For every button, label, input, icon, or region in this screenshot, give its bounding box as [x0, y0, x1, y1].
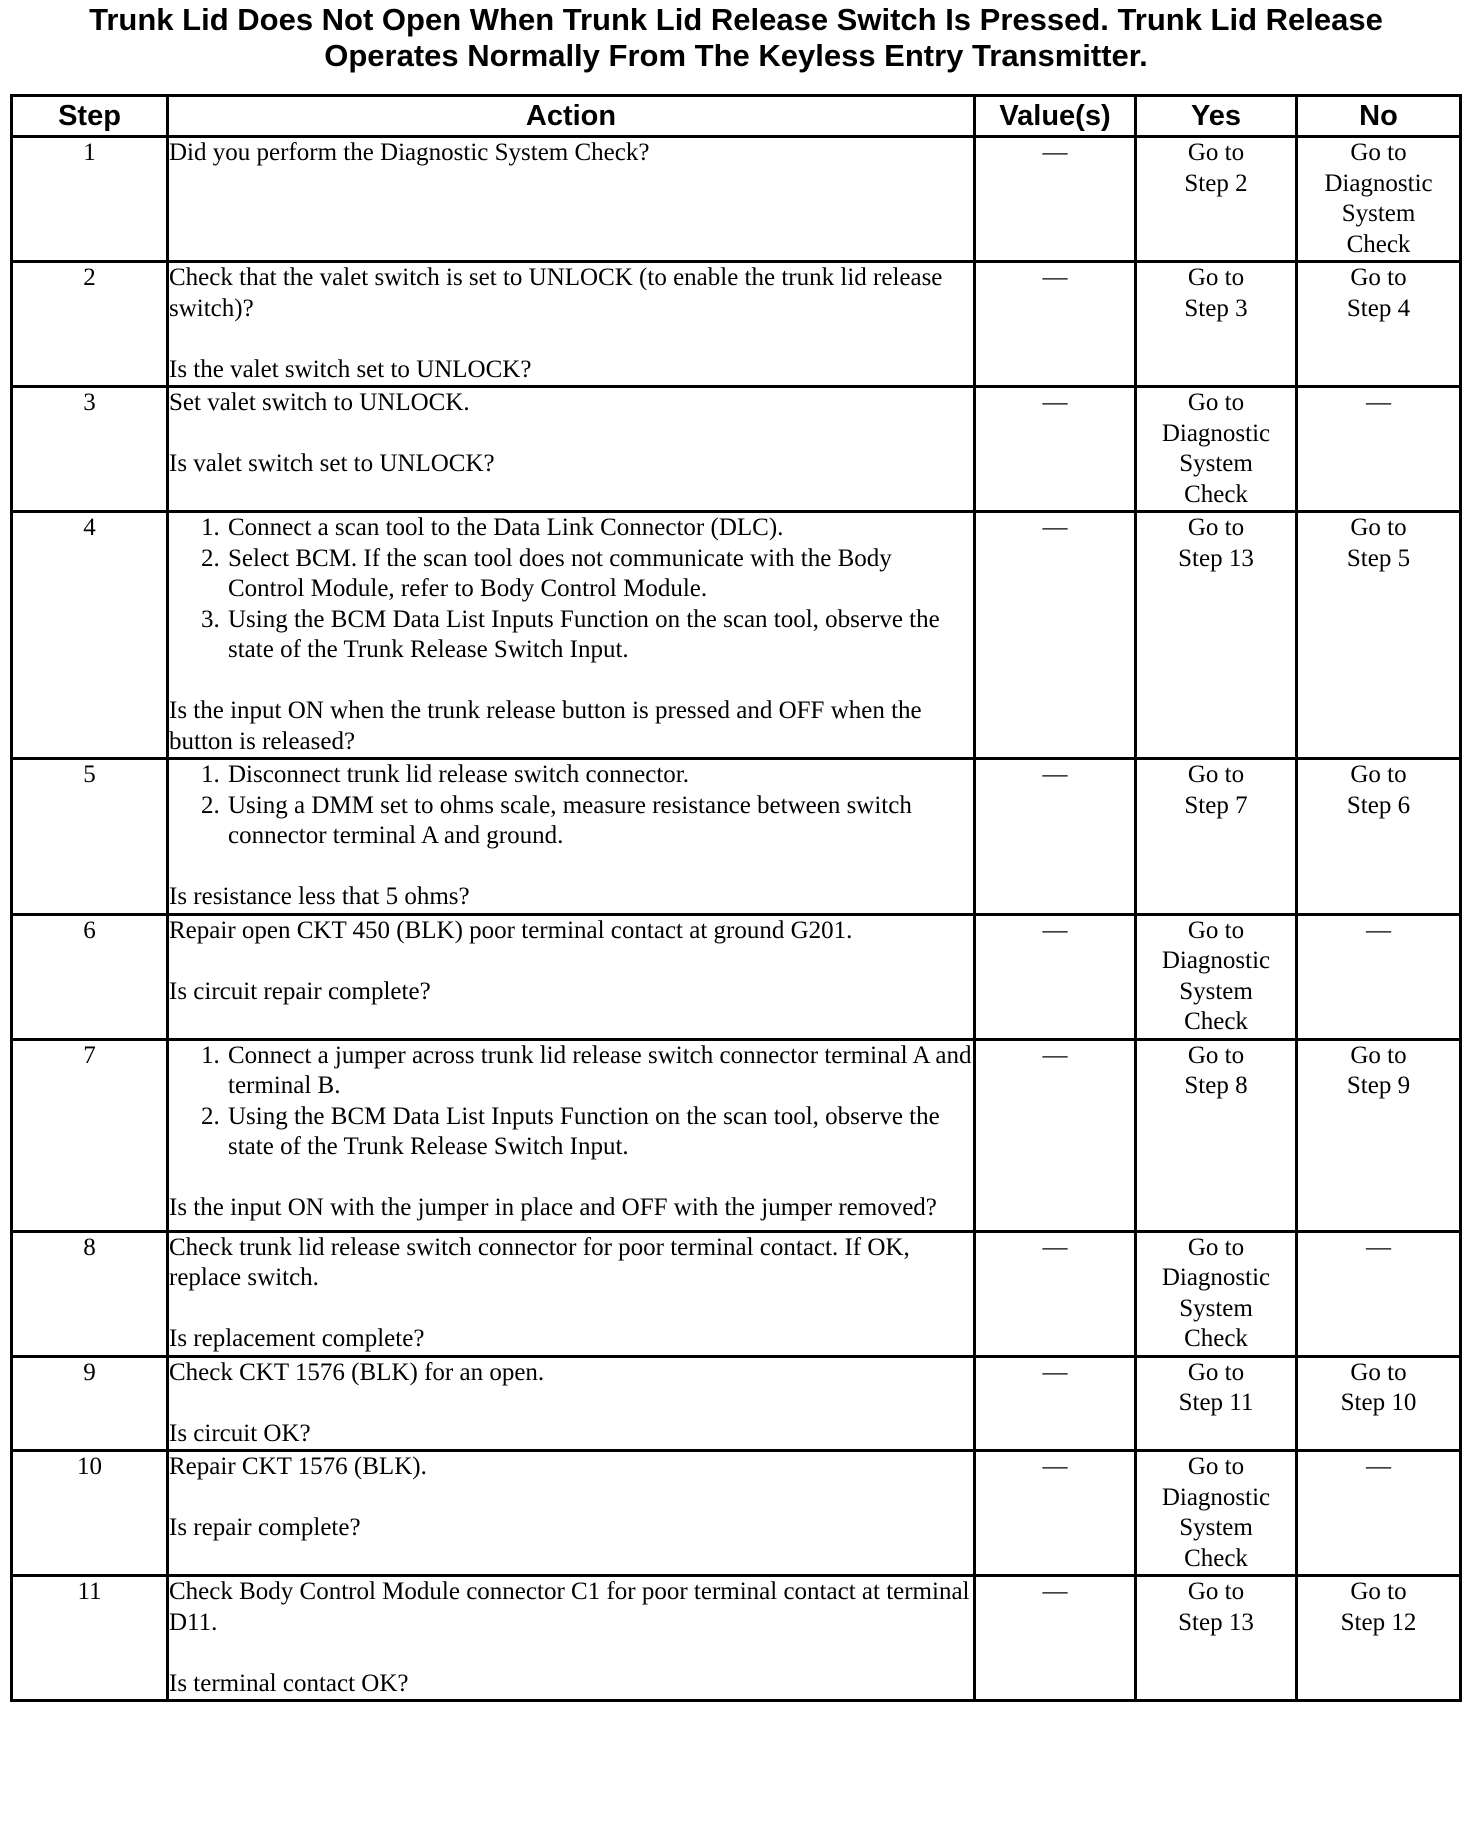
action-question: Is replacement complete? — [169, 1325, 425, 1352]
action-text: Check trunk lid release switch connector for poor terminal contact. If OK, replace switch. — [169, 1233, 910, 1291]
yes-result-line: Diagnostic — [1161, 1264, 1271, 1291]
no-result-cell — [1297, 1451, 1461, 1576]
action-question: Is terminal contact OK? — [169, 1669, 409, 1697]
yes-result-cell — [1136, 914, 1297, 1039]
yes-result-line: Go to — [1187, 1041, 1245, 1069]
no-result-cell — [1297, 1231, 1461, 1356]
action-cell — [168, 759, 975, 915]
step-number: 10 — [12, 1451, 168, 1576]
value-cell: — — [975, 1356, 1136, 1451]
action-cell — [168, 262, 975, 387]
action-substep-list — [169, 513, 973, 666]
action-cell — [168, 512, 975, 759]
step-number: 4 — [12, 512, 168, 759]
action-cell — [168, 137, 975, 262]
action-cell — [168, 387, 975, 512]
no-result-cell — [1297, 262, 1461, 387]
yes-result-line: Diagnostic — [1161, 1483, 1271, 1511]
yes-result-line: Go to — [1187, 264, 1245, 291]
action-text: Check Body Control Module connector C1 for poor terminal contact at terminal D11. — [169, 1578, 970, 1636]
step-number: 2 — [12, 262, 168, 387]
no-result-line: Go to — [1350, 761, 1407, 788]
step-number: 6 — [12, 914, 168, 1039]
yes-result-line: Go to — [1187, 761, 1245, 788]
no-result-line: System — [1341, 200, 1416, 227]
action-substep: 2. Using the BCM Data List Inputs Function on the scan tool, observe the state of the Trunk Release Switch Input. — [226, 1102, 973, 1163]
value-cell: — — [975, 1231, 1136, 1356]
no-result-cell — [1297, 914, 1461, 1039]
yes-result-line: Go to — [1187, 916, 1245, 944]
action-text: Repair CKT 1576 (BLK). — [169, 1453, 427, 1480]
action-cell — [168, 1576, 975, 1701]
no-result-cell — [1297, 1356, 1461, 1451]
yes-result-line: System — [1179, 450, 1253, 477]
yes-result-cell — [1136, 759, 1297, 915]
action-question: Is the valet switch set to UNLOCK? — [169, 355, 532, 383]
header-step: Step — [12, 96, 168, 137]
yes-result-line: Check — [1184, 1325, 1248, 1352]
action-substep: 3. Using the BCM Data List Inputs Function on the scan tool, observe the state of the Trunk Release Switch Input. — [226, 605, 973, 666]
no-result-line: Step 5 — [1346, 544, 1411, 572]
title-line-1: Trunk Lid Does Not Open When Trunk Lid Release Switch Is Pressed. Trunk Lid Release — [89, 2, 1383, 37]
action-cell — [168, 914, 975, 1039]
yes-result-line: Go to — [1187, 1578, 1245, 1605]
no-result-line: — — [1366, 389, 1391, 416]
yes-result-line: Diagnostic — [1161, 947, 1271, 974]
no-result-cell — [1297, 387, 1461, 512]
step-number: 1 — [12, 137, 168, 262]
no-result-line: Go to — [1350, 264, 1407, 291]
yes-result-line: System — [1179, 1294, 1253, 1322]
yes-result-cell — [1136, 1231, 1297, 1356]
no-result-cell — [1297, 512, 1461, 759]
action-question: Is the input ON with the jumper in place and OFF with the jumper removed? — [169, 1194, 937, 1221]
yes-result-line: Check — [1184, 1008, 1248, 1035]
action-text: Check that the valet switch is set to UNLOCK (to enable the trunk lid release switch)? — [169, 264, 943, 322]
action-question: Is circuit OK? — [169, 1419, 311, 1447]
action-cell — [168, 1451, 975, 1576]
no-result-line: Go to — [1350, 1041, 1407, 1069]
yes-result-line: Go to — [1187, 514, 1245, 541]
table-row — [12, 1576, 1461, 1701]
action-substep: 1. Connect a scan tool to the Data Link Connector (DLC). — [226, 513, 973, 544]
value-cell: — — [975, 1039, 1136, 1231]
table-row — [12, 1231, 1461, 1356]
yes-result-line: Step 2 — [1184, 169, 1248, 197]
yes-result-cell — [1136, 1039, 1297, 1231]
yes-result-line: Step 7 — [1184, 791, 1248, 819]
no-result-line: Step 4 — [1346, 294, 1411, 322]
action-substep: 2. Select BCM. If the scan tool does not communicate with the Body Control Module, refer to Body Control Module. — [226, 544, 973, 605]
no-result-line: Step 9 — [1346, 1072, 1411, 1099]
no-result-cell — [1297, 1039, 1461, 1231]
action-text: Repair open CKT 450 (BLK) poor terminal contact at ground G201. — [169, 916, 853, 944]
no-result-line: Diagnostic — [1324, 169, 1433, 197]
yes-result-line: Go to — [1187, 389, 1245, 416]
yes-result-line: System — [1179, 977, 1253, 1005]
no-result-line: Go to — [1350, 1578, 1407, 1605]
header-action: Action — [168, 96, 975, 137]
table-row — [12, 914, 1461, 1039]
yes-result-line: Step 3 — [1184, 294, 1248, 322]
table-row — [12, 1039, 1461, 1231]
table-row — [12, 137, 1461, 262]
yes-result-line: Step 13 — [1178, 544, 1254, 572]
diagnostic-table — [10, 94, 1462, 1702]
no-result-line: Go to — [1350, 514, 1407, 541]
document-title — [0, 0, 1472, 74]
table-row — [12, 387, 1461, 512]
no-result-cell — [1297, 1576, 1461, 1701]
yes-result-cell — [1136, 512, 1297, 759]
no-result-line: — — [1366, 1233, 1391, 1261]
table-row — [12, 512, 1461, 759]
yes-result-cell — [1136, 1451, 1297, 1576]
step-number: 11 — [12, 1576, 168, 1701]
value-cell: — — [975, 137, 1136, 262]
action-text: Did you perform the Diagnostic System Check? — [169, 139, 650, 166]
no-result-line: — — [1366, 916, 1391, 944]
no-result-line: Go to — [1350, 1358, 1407, 1386]
action-question: Is circuit repair complete? — [169, 977, 431, 1005]
value-cell: — — [975, 1576, 1136, 1701]
yes-result-line: Check — [1184, 1544, 1248, 1572]
table-header-row — [12, 96, 1461, 137]
no-result-cell — [1297, 759, 1461, 915]
no-result-line: Step 12 — [1340, 1608, 1417, 1636]
step-number: 5 — [12, 759, 168, 915]
yes-result-line: Step 8 — [1184, 1072, 1248, 1099]
value-cell: — — [975, 262, 1136, 387]
no-result-line: Step 10 — [1340, 1389, 1417, 1416]
header-no: No — [1297, 96, 1461, 137]
yes-result-line: Go to — [1187, 1358, 1245, 1386]
action-question: Is repair complete? — [169, 1514, 361, 1541]
yes-result-line: Diagnostic — [1161, 419, 1271, 447]
yes-result-line: Go to — [1187, 1233, 1245, 1261]
value-cell: — — [975, 387, 1136, 512]
step-number: 7 — [12, 1039, 168, 1231]
action-substep: 1. Connect a jumper across trunk lid release switch connector terminal A and terminal B. — [226, 1041, 973, 1102]
value-cell: — — [975, 914, 1136, 1039]
yes-result-line: Go to — [1187, 139, 1245, 166]
header-values: Value(s) — [975, 96, 1136, 137]
yes-result-line: Go to — [1187, 1453, 1245, 1480]
action-substep: 2. Using a DMM set to ohms scale, measure resistance between switch connector terminal A and ground. — [226, 791, 973, 852]
table-row — [12, 1356, 1461, 1451]
yes-result-line: Step 11 — [1178, 1389, 1254, 1416]
no-result-line: Check — [1346, 230, 1411, 258]
value-cell: — — [975, 759, 1136, 915]
action-question: Is valet switch set to UNLOCK? — [169, 450, 495, 477]
yes-result-cell — [1136, 1356, 1297, 1451]
title-line-2: Operates Normally From The Keyless Entry Transmitter. — [324, 38, 1148, 73]
action-cell — [168, 1039, 975, 1231]
no-result-line: Step 6 — [1346, 791, 1411, 819]
step-number: 3 — [12, 387, 168, 512]
yes-result-line: System — [1179, 1514, 1253, 1541]
no-result-cell — [1297, 137, 1461, 262]
yes-result-cell — [1136, 1576, 1297, 1701]
value-cell: — — [975, 512, 1136, 759]
no-result-line: — — [1366, 1453, 1391, 1480]
action-text: Set valet switch to UNLOCK. — [169, 389, 470, 416]
action-text: Check CKT 1576 (BLK) for an open. — [169, 1358, 545, 1386]
action-cell — [168, 1356, 975, 1451]
yes-result-line: Check — [1184, 480, 1248, 508]
no-result-line: Go to — [1350, 139, 1407, 166]
yes-result-cell — [1136, 262, 1297, 387]
step-number: 9 — [12, 1356, 168, 1451]
header-yes: Yes — [1136, 96, 1297, 137]
yes-result-cell — [1136, 387, 1297, 512]
action-substep-list — [169, 760, 973, 852]
action-question: Is resistance less that 5 ohms? — [169, 883, 470, 910]
yes-result-line: Step 13 — [1178, 1608, 1254, 1636]
action-substep-list — [169, 1041, 973, 1163]
step-number: 8 — [12, 1231, 168, 1356]
table-body — [12, 137, 1461, 1701]
table-row — [12, 759, 1461, 915]
table-row — [12, 1451, 1461, 1576]
value-cell: — — [975, 1451, 1136, 1576]
action-question: Is the input ON when the trunk release button is pressed and OFF when the button is released? — [169, 697, 922, 755]
action-cell — [168, 1231, 975, 1356]
action-substep: 1. Disconnect trunk lid release switch connector. — [226, 760, 973, 791]
table-row — [12, 262, 1461, 387]
yes-result-cell — [1136, 137, 1297, 262]
